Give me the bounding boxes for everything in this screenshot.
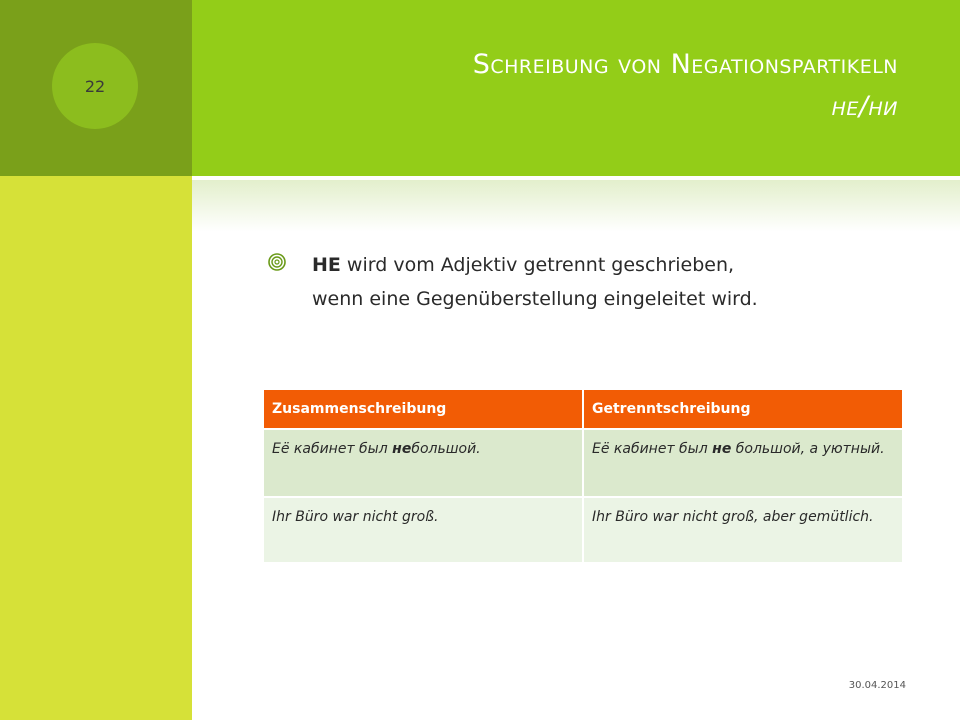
title-shadow-gradient <box>192 180 960 232</box>
table-cell-russian-separate <box>583 429 902 497</box>
bullet-text <box>312 248 758 316</box>
comparison-table <box>264 390 902 562</box>
table-header-row <box>264 390 902 429</box>
bullseye-icon <box>266 251 288 273</box>
cell-negation-particle: не <box>392 441 412 457</box>
table-row <box>264 497 902 562</box>
slide-title-line1: Schreibung von Negationspartikeln <box>472 49 898 80</box>
slide-title-line2: не/ни <box>831 91 898 122</box>
slide-number-text: 22 <box>84 76 106 96</box>
cell-text: Её кабинет был <box>592 441 713 457</box>
bullet-text-line1: wird vom Adjektiv getrennt geschrieben, <box>340 254 735 276</box>
bullet-point <box>266 248 906 316</box>
table-cell-russian-joined <box>264 429 583 497</box>
slide-date: 30.04.2014 <box>848 680 906 691</box>
cell-negation-particle: не <box>712 441 732 457</box>
cell-text: большой. <box>411 441 481 457</box>
table-row <box>264 429 902 497</box>
cell-text: большой, а уютный. <box>731 441 885 457</box>
header-getrenntschreibung: Getrenntschreibung <box>583 390 902 429</box>
header-zusammenschreibung: Zusammenschreibung <box>264 390 583 429</box>
slide-title <box>258 44 898 128</box>
table-cell-german-separate: Ihr Büro war nicht groß, aber gemütlich. <box>583 497 902 562</box>
bullet-keyword: НЕ <box>312 254 341 276</box>
table-cell-german-joined: Ihr Büro war nicht groß. <box>264 497 583 562</box>
bullet-text-line2: wenn eine Gegenüberstellung eingeleitet wird. <box>312 288 758 310</box>
slide-number <box>52 43 138 129</box>
cell-text: Её кабинет был <box>272 441 393 457</box>
